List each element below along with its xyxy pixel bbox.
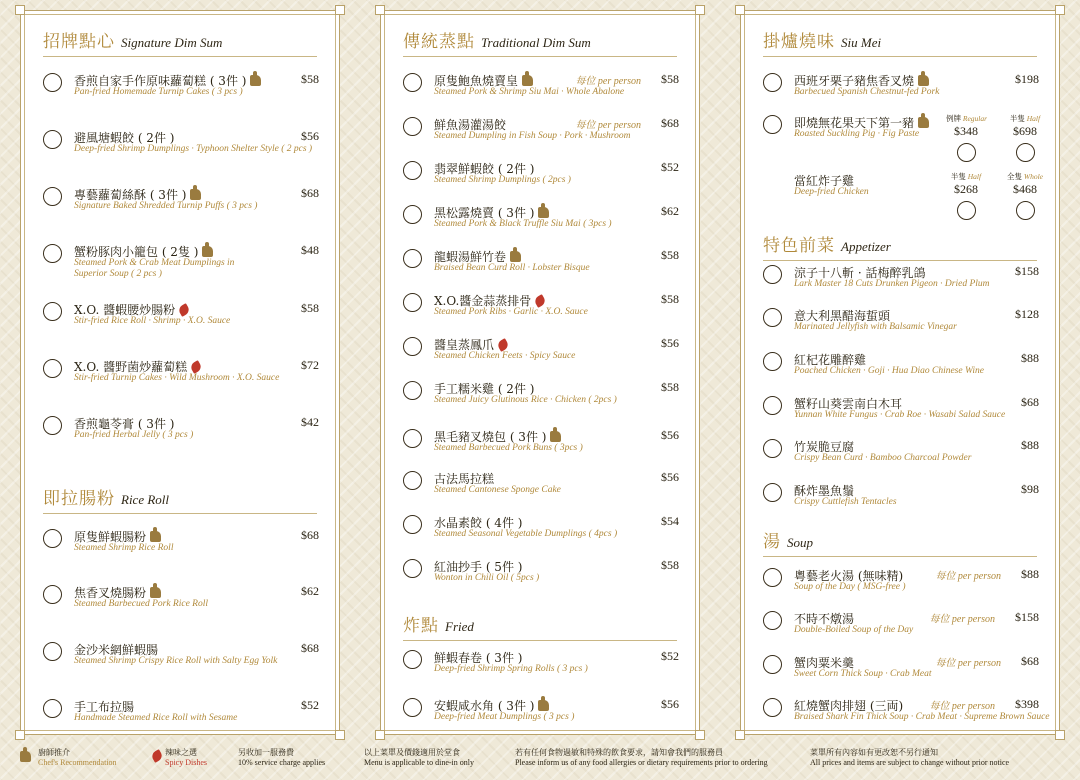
select-circle[interactable] — [763, 483, 782, 502]
chili-pepper-icon — [150, 749, 164, 763]
size-option-half[interactable]: 半隻 Half $698 — [1005, 113, 1045, 162]
select-circle[interactable] — [43, 529, 62, 548]
select-circle[interactable] — [763, 611, 782, 630]
thumbs-up-icon — [510, 251, 521, 262]
select-circle[interactable] — [403, 381, 422, 400]
thumbs-up-icon — [522, 75, 533, 86]
select-circle[interactable] — [403, 117, 422, 136]
chili-pepper-icon — [533, 294, 547, 308]
price-change-note: 菜單所有內容如有更改恕不另行通知 All prices and items are subject to change without prior notice — [810, 748, 1010, 767]
size-option-half[interactable]: 半隻 Half $268 — [946, 171, 986, 220]
section-title-fried: 炸點 Fried — [403, 611, 677, 641]
chili-pepper-icon — [177, 303, 191, 317]
size-option-regular[interactable]: 例牌 Regular $348 — [946, 113, 986, 162]
select-circle[interactable] — [763, 352, 782, 371]
select-circle[interactable] — [957, 201, 976, 220]
select-circle[interactable] — [1016, 143, 1035, 162]
select-circle[interactable] — [763, 568, 782, 587]
select-circle[interactable] — [43, 244, 62, 263]
thumbs-up-icon — [150, 531, 161, 542]
section-title-signature-dim-sum: 招牌點心 Signature Dim Sum — [43, 27, 317, 57]
select-circle[interactable] — [763, 698, 782, 717]
select-circle[interactable] — [43, 359, 62, 378]
thumbs-up-icon — [538, 207, 549, 218]
select-circle[interactable] — [763, 655, 782, 674]
select-circle[interactable] — [763, 308, 782, 327]
select-circle[interactable] — [43, 416, 62, 435]
thumbs-up-icon — [250, 75, 261, 86]
select-circle[interactable] — [403, 249, 422, 268]
select-circle[interactable] — [43, 302, 62, 321]
select-circle[interactable] — [43, 130, 62, 149]
thumbs-up-icon — [918, 117, 929, 128]
menu-panel-traditional: 傳統蒸點 Traditional Dim Sum 原隻鮑魚燒賣皇 Steamed Pork & Shrimp Siu Mai · Whole Abalone 每位 per person $58 鮮魚湯灌湯餃 Steamed Dumpling in Fish Soup · Pork · Mushroom 每位 per person $68 翡翠鮮蝦餃 ( 2件 ) Steamed Shrimp Dumplings ( 2pcs ) $52 黑松露燒賣 ( 3件 ) Steamed Pork & Black Truffle Siu Mai ( 3pcs ) $62 龍蝦湯鮮竹卷 Braised Bean Curd Roll · Lobster Bisque $58 X.O.醬金蒜蒸排骨 Steamed Pork Ribs · Garlic · X.O. Sauce $58 醬皇蒸鳳爪 Steamed Chicken Feets · Spicy Sauce $56 手工糯米雞 ( 2件 ) Steamed Juicy Glutinous Rice · Chicken ( 2pcs ) $58 黑毛豬叉燒包 ( 3件 ) Steamed Barbecued Pork Buns ( 3pcs ) $56 古法馬拉糕 Steamed Cantonese Sponge Cake $56 水晶素餃 ( 4件 ) Steamed Seasonal Vegetable Dumplings ( 4pcs ) $54 紅油抄手 ( 5件 ) Wonton in Chili Oil ( 5pcs ) $58 炸點 Fried 鮮蝦春卷 ( 3件 ) Deep-fried Shrimp Spring Rolls ( 3 pcs ) $52 安蝦咸水角 ( 3件 ) Deep-fried Meat Dumplings ( 3 pcs ) $56 — [380, 10, 700, 735]
section-title-siu-mei: 掛爐燒味 Siu Mei — [763, 27, 1037, 57]
service-charge-note: 另收加一服務費 10% service charge applies — [238, 748, 326, 767]
select-circle[interactable] — [403, 698, 422, 717]
thumbs-up-icon — [190, 189, 201, 200]
select-circle[interactable] — [957, 143, 976, 162]
section-title-appetizer: 特色前菜 Appetizer — [763, 231, 1037, 261]
select-circle[interactable] — [403, 471, 422, 490]
menu-panel-siu-mei: 掛爐燒味 Siu Mei 西班牙栗子豬焦香叉燒 Barbecued Spanish Chestnut-fed Pork $198 即燒無花果天下第一豬 Roasted Suckling Pig · Fig Paste 例牌 Regular $348 半隻 Half $698 當紅炸子雞 Deep-fried Chicken 半隻 Half $268 全隻 Whole $468 特色前菜 Appetizer 涼子十八斬 · 話梅醉乳鴿 Lark Master 18 Cuts Drunken Pigeon · Dried Plum $158 意大利黑醋海蜇頭 Marinated Jellyfish with Balsamic Vinegar $128 紅杞花雕醉雞 Poached Chicken · Goji · Hua Diao Chinese Wine $88 蟹籽山葵雲南白木耳 Yunnan White Fungus · Crab Roe · Wasabi Salad Sauce $68 竹炭脆豆腐 Crispy Bean Curd · Bamboo Charcoal Powder $88 酥炸墨魚鬚 Crispy Cuttlefish Tentacles $98 湯 Soup 粵藝老火湯 (無味精) Soup of the Day ( MSG-free ) 每位 per person $88 不時不燉湯 Double-Boiled Soup of the Day 每位 per person $158 蟹肉粟米羹 Sweet Corn Thick Soup · Crab Meat 每位 per person $68 紅燒蟹肉排翅 (三両) Braised Shark Fin Thick Soup · Crab Meat · Supreme Brown Sauce 每位 per person $398 — [740, 10, 1060, 735]
chili-pepper-icon — [189, 360, 203, 374]
thumbs-up-icon — [918, 75, 929, 86]
select-circle[interactable] — [43, 73, 62, 92]
thumbs-up-icon — [202, 246, 213, 257]
select-circle[interactable] — [403, 515, 422, 534]
legend-chef: 廚師推介 Chef's Recommendation — [20, 748, 117, 768]
thumbs-up-icon — [150, 587, 161, 598]
select-circle[interactable] — [403, 337, 422, 356]
select-circle[interactable] — [403, 650, 422, 669]
select-circle[interactable] — [43, 585, 62, 604]
select-circle[interactable] — [763, 73, 782, 92]
size-option-whole[interactable]: 全隻 Whole $468 — [1005, 171, 1045, 220]
select-circle[interactable] — [1016, 201, 1035, 220]
select-circle[interactable] — [763, 396, 782, 415]
select-circle[interactable] — [403, 293, 422, 312]
select-circle[interactable] — [403, 73, 422, 92]
chili-pepper-icon — [496, 338, 510, 352]
section-title-soup: 湯 Soup — [763, 527, 1037, 557]
select-circle[interactable] — [403, 559, 422, 578]
select-circle[interactable] — [43, 642, 62, 661]
select-circle[interactable] — [43, 187, 62, 206]
select-circle[interactable] — [43, 699, 62, 718]
dine-in-note: 以上菜單及價錢適用於堂食 Menu is applicable to dine-in only — [364, 748, 474, 767]
select-circle[interactable] — [403, 429, 422, 448]
allergy-note: 若有任何食物過敏和特殊的飲食要求，請知會我們的服務員 Please inform us of any food allergies or dietary requirements prior to ordering — [515, 748, 768, 767]
select-circle[interactable] — [403, 205, 422, 224]
thumbs-up-icon — [550, 431, 561, 442]
select-circle[interactable] — [763, 439, 782, 458]
section-title-rice-roll: 即拉腸粉 Rice Roll — [43, 484, 317, 514]
legend-spicy: 辣味之選 Spicy Dishes — [152, 748, 207, 768]
menu-panel-dim-sum: 招牌點心 Signature Dim Sum 香煎自家手作原味蘿蔔糕 ( 3件 ) Pan-fried Homemade Turnip Cakes ( 3 pcs ) $58 避風塘蝦餃 ( 2件 ) Deep-fried Shrimp Dumplings · Typhoon Shelter Style ( 2 pcs ) $56 專藝蘿蔔絲酥 ( 3件 ) Signature Baked Shredded Turnip Puffs ( 3 pcs ) $68 蟹粉豚肉小籠包 ( 2隻 ) Steamed Pork & Crab Meat Dumplings in Superior Soup ( 2 pcs ) $48 X.O. 醬蝦腰炒腸粉 Stir-fried Rice Roll · Shrimp · X.O. Sauce $58 X.O. 醬野菌炒蘿蔔糕 Stir-fried Turnip Cakes · Wild Mushroom · X.O. Sauce $72 香煎龜苓膏 ( 3件 ) Pan-fried Herbal Jelly ( 3 pcs ) $42 即拉腸粉 Rice Roll 原隻鮮蝦腸粉 Steamed Shrimp Rice Roll $68 焦香叉燒腸粉 Steamed Barbecued Pork Rice Roll $62 金沙米網鮮蝦腸 Steamed Shrimp Crispy Rice Roll with Salty Egg Yolk $68 手工布拉腸 Handmade Steamed Rice Roll with Sesame $52 — [20, 10, 340, 735]
thumbs-up-icon — [538, 700, 549, 711]
section-title-traditional-dim-sum: 傳統蒸點 Traditional Dim Sum — [403, 27, 677, 57]
select-circle[interactable] — [763, 265, 782, 284]
select-circle[interactable] — [403, 161, 422, 180]
thumbs-up-icon — [20, 751, 31, 762]
select-circle[interactable] — [763, 115, 782, 134]
